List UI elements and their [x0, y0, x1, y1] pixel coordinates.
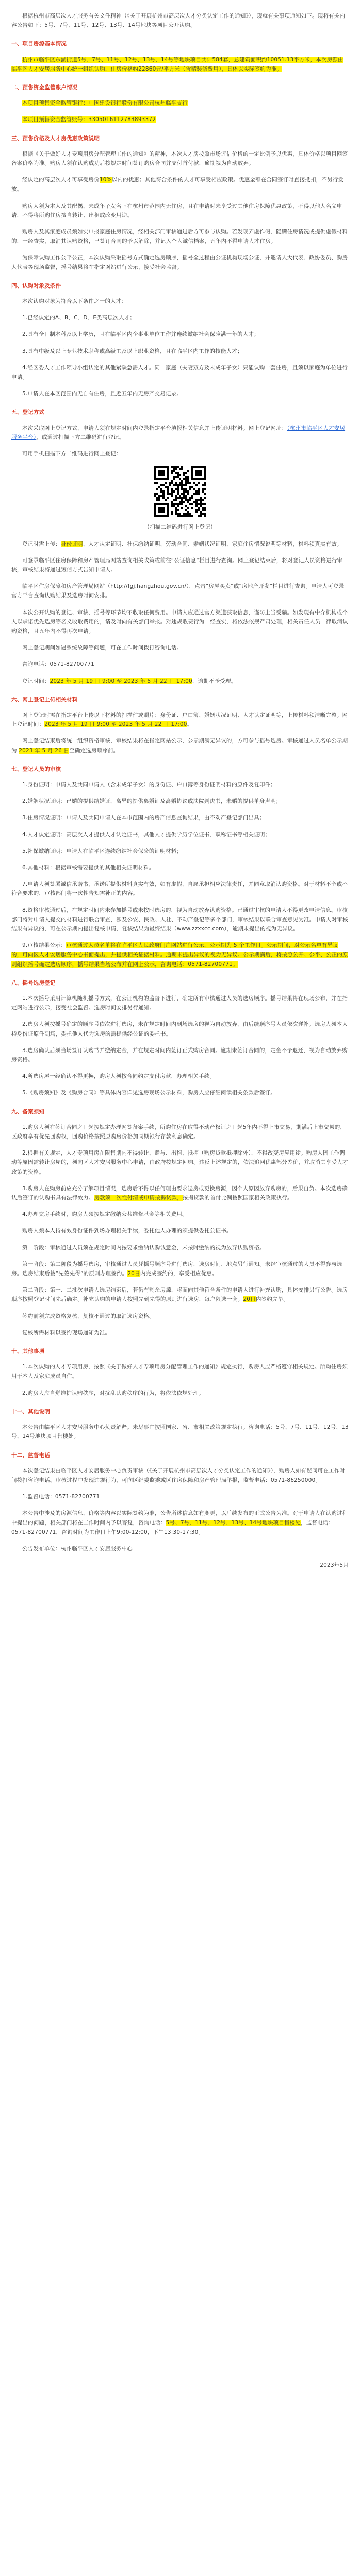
section-heading: 三、预售价格及人才房优惠政策说明	[11, 135, 100, 142]
paragraph: 购房人须为本人及其配偶、未成年子女名下在杭州市范围内无住房，且在申请时未享受过其他住房保障优惠政策，不得以他人名义申请，不得将所购住房擅自转让、出租或改变用途。	[11, 202, 342, 218]
paragraph: 4.人才认定证明：高层次人才提供人才认定证书，其他人才提供学历学位证书、职称证书等相关证明；	[22, 831, 271, 838]
paragraph: 可用手机扫描下方二维码进行网上登记：	[22, 451, 122, 457]
paragraph: 6.其他材料：根据审核需要提供的其他相关证明材料。	[22, 864, 155, 871]
paragraph: 3.购房人在购房前应充分了解项目情况，选房后不得以任何理由要求退房或更换房源，因个人原因放弃购房的，后果自负。本次选房确认后签订的认购书具有法律效力。房款须一次性付清或申请按揭贷款，按揭贷款的首付比例按照国家相关政策执行。	[11, 1185, 348, 1201]
paragraph: 2.选房人须按摇号确定的顺序号依次进行选房，未在规定时间内到场选房的视为自动放弃，由后续顺序号人员依次递补。选房人须本人持身份证原件到场，委托他人代为选房的需提供经公证的委托书。	[11, 1021, 348, 1037]
paragraph: 公告发布单位：杭州临平区人才安居服务中心	[22, 1545, 133, 1552]
paragraph: 5.社保缴纳证明：申请人在临平区连续缴纳社会保险的证明材料；	[22, 848, 183, 854]
paragraph: 网上登记结束后将统一组织资格审核，审核结果将在指定网站公示，公示期满无异议的，方可参与摇号选房。审核通过人员名单公示期为 2023 年 5 月 26 日至确定选房顺序前。	[11, 738, 348, 754]
section-heading: 十、其他事项	[11, 1348, 45, 1355]
section-heading: 八、摇号选房登记	[11, 979, 56, 986]
paragraph: 1.本次摇号采用计算机随机摇号方式，在公证机构的监督下进行，确定所有审核通过人员的选房顺序。摇号结果将在现场公布，并在指定网站进行公示，接受社会监督。选房时间安排另行通知。	[11, 995, 348, 1011]
paragraph: 咨询电话：0571-82700771	[22, 661, 95, 668]
paragraph: 2.具有全日制本科及以上学历，且在临平区内企事业单位工作并连续缴纳社会保险满一年的人才；	[22, 331, 259, 338]
paragraph: 网上登记时需在指定平台上传以下材料的扫描件或照片：身份证、户口簿、婚姻状况证明、人才认定证明等，上传材料须清晰完整。网上登记时间：2023 年 5 月 19 日 9:00 至 2023 年 5 月 22 日 17:00。	[11, 711, 348, 728]
paragraph: 8.资格审核通过后，在规定时间内未参加摇号或未按时选房的，视为自动放弃认购资格。已通过审核的申请人不得更改申请信息。审核部门将对申请人提交的材料进行联合审查，涉及公安、民政、人社、不动产登记等多个部门，审核结果以联合审查意见为准。申请人对审核结果有异议的，可在公示期内提出复核申请，复核结果为最终结果（www.zzxxcc.com），逾期未提出的视为无异议。	[11, 907, 348, 932]
paragraph: 网上登记期间如遇系统故障等问题，可在工作时间拨打咨询电话。	[22, 645, 183, 651]
paragraph: 本次采取网上登记方式，申请人须在规定时间内登录指定平台填报相关信息并上传证明材料。网上登记网址：（杭州市临平区人才安居服务平台），或通过扫描下方二维码进行登记。	[11, 425, 346, 440]
paragraph: 为保障认购工作公平公正，本次认购采取摇号方式确定选房顺序，摇号全过程由公证机构现场公证，并邀请人大代表、政协委员、购房人代表等现场监督，摇号结果将在指定网站进行公示，接受社会监督。	[11, 255, 348, 270]
paragraph: 本次登记结果由临平区人才安居服务中心负责审核（《关于开展杭州市高层次人才分类认定工作的通知》），购房人如有疑问可在工作时间拨打咨询电话。审核过程中发现违规行为，可向区纪委监委或区住房保障和房产管理局举报，监督电话：0571-86250000。	[11, 1467, 346, 1483]
paragraph: 5.申请人在本区范围内无自有住房，且近五年内无房产交易记录。	[22, 391, 183, 397]
notice-body	[11, 11, 349, 1570]
paragraph: 1.监督电话：0571-82700771	[22, 1494, 100, 1500]
registration-qr-code	[154, 466, 206, 517]
paragraph: 本项目预售资金监管账号：3305016112783893372	[22, 116, 156, 123]
paragraph: 第一阶段：审核通过人员须在规定时间内按要求缴纳认购诚意金，未按时缴纳的视为放弃认购资格。	[22, 1244, 265, 1251]
paragraph: 经认定的高层次人才可享受房价10%以内的优惠；其他符合条件的人才可享受相应政策。优惠金额在合同签订时直接抵扣，不另行发放。	[11, 177, 344, 193]
paragraph: 2.根据有关规定，人才专项用房在限售期内不得转让、赠与、出租、抵押（购房贷款抵押除外），不得改变房屋用途。购房人因工作调动等原因需转让房屋的，须向区人才安居服务中心申请，由政府按规定回购。违反上述规定的，依法追回优惠部分差价，并取消其享受人才政策的资格。	[11, 1150, 348, 1175]
section-heading: 六、网上登记上传相关材料	[11, 696, 78, 703]
paragraph: 2023年5月	[320, 1562, 349, 1569]
paragraph: 1.本次认购的人才专项用房，按照《关于做好人才专项用房分配管理工作的通知》规定执行，购房人应严格遵守相关规定。所购住房须用于本人及家庭成员自住。	[11, 1364, 348, 1380]
paragraph: 签约前须完成资格复核，复核不通过的取消选房资格。	[22, 1313, 155, 1319]
paragraph: 可登录临平区住房保障和房产管理局网站查询相关政策或前往“公证信息”栏目进行查询。网上登记结束后，将对登记人员资格进行审核，审核结果将通过短信方式告知申请人。	[11, 557, 343, 573]
paragraph: 第二阶段：第一、二批次申请人选房结束后，若仍有剩余房源，将面向其他符合条件的申请人进行补充认购，具体安排另行公告。选房顺序按照登记时间先后确定。补充认购的申请人按照先到先得的原则进行选房，每户限选一套。20日内签约完毕。	[11, 1287, 348, 1303]
paragraph: 登记时间：2023 年 5 月 19 日 9:00 至 2023 年 5 月 22 日 17:00，逾期不予受理。	[22, 677, 237, 684]
paragraph: 1.购房人须在签订合同之日起按规定办理网签备案手续，所购住房在取得不动产权证之日起5年内不得上市交易，期满后上市交易的，区政府享有优先回购权，回购价格按照原购房价格加同期银行存款利息确定。	[11, 1124, 346, 1140]
paragraph: 本项目预售资金监管银行：中国建设银行股份有限公司杭州临平支行	[22, 100, 188, 107]
paragraph: 购房人及其家庭成员须如实申报家庭住房情况，经相关部门审核通过后方可参与认购。若发现弄虚作假、隐瞒住房情况或提供虚假材料的，一经查实，取消其认购资格，已签订合同的予以解除，并记入个人诚信档案，五年内不得申请人才住房。	[11, 229, 348, 245]
paragraph: 2.购房人应自觉维护认购秩序，对扰乱认购秩序的行为，将依法依规处理。	[22, 1389, 204, 1396]
paragraph: 根据《关于做好人才专项用房分配管理工作的通知》的精神，本次人才房按照市场评估价格的一定比例予以优惠，具体价格以项目网签备案价格为准。购房人须在认购成功后按规定时间签订购房合同并支付首付款，逾期视为自动放弃。	[11, 150, 348, 167]
paragraph: 9.审核结果公示：审核通过人员名单将在临平区人民政府门户网站进行公示，公示期为 5 个工作日。公示期间，对公示名单有异议的，可向区人才安居服务中心书面提出，并提供相关证据材料。逾期未提出异议的视为无异议。公示期满后，将按照公开、公平、公正的原则组织摇号确定选房顺序，摇号结果当场公布并在网上公示，咨询电话：0571-82700771。	[11, 942, 348, 968]
paragraph: 4.经区委人才工作领导小组认定的其他紧缺急需人才。同一家庭（夫妻双方及未成年子女）只能认购一套住房，且须以家庭为单位进行申请。	[11, 364, 348, 381]
paragraph: 1.已经认定的A、B、C、D、E类高层次人才；	[22, 315, 136, 321]
section-heading: 七、登记人员的审核	[11, 766, 61, 772]
section-heading: 十二、监督电话	[11, 1452, 50, 1459]
section-heading: 四、认购对象及条件	[11, 282, 61, 289]
paragraph: 7.申请人须签署诚信承诺书，承诺所提供材料真实有效，如有虚假，自愿承担相应法律责任，并同意取消认购资格。对于材料不全或不符合要求的，审核部门将一次性告知需补正的内容。	[11, 881, 348, 897]
section-heading: 二、预售资金监管账户情况	[11, 84, 78, 91]
paragraph: 4.所选房屋一经确认不得更换，购房人须按合同约定支付房款，办理相关手续。	[22, 1073, 216, 1080]
paragraph: 第一阶段：第二阶段为摇号选房，审核通过人员凭摇号顺序号进行选房，选房时间、地点另行通知。未经审核通过的人员不得参与选房。选房结束后按“先签先得”的原则办理签约。20日内完成签约的，享受相应优惠。	[11, 1261, 342, 1277]
paragraph: 5.《购房须知》及《购房合同》等具体内容详见选房现场公示材料，购房人应仔细阅读相关条款后签订。	[22, 1090, 276, 1096]
paragraph: 根据杭州市高层次人才服务有关文件精神（《关于开展杭州市高层次人才分类认定工作的通知》），现就有关事项通知如下。现将有关内容公告如下：5号、7号、11号、12号、13号、14号地块等项目公开认购。	[11, 13, 346, 29]
paragraph: 本次公开认购的登记、审核、摇号等环节均不收取任何费用。申请人应通过官方渠道获取信息，谨防上当受骗。如发现有中介机构或个人以承诺优先选房等名义收取费用的，请及时向有关部门举报。对违规收费行为一经查实，将依法依规严肃处理，相关责任人员一律取消认购资格，且五年内不得再次申请。	[11, 609, 348, 634]
section-heading: 五、登记方式	[11, 409, 45, 416]
paragraph: 登记时需上传：身份证明、人才认定证明、社保缴纳证明、劳动合同、婚姻状况证明、家庭住房情况说明等材料，材料须真实有效。	[22, 540, 342, 547]
paragraph: 临平区住房保障和房产管理局网站（http://fgj.hangzhou.gov.cn/），点击“房屋买卖”或“房地产开发”栏目进行查询。申请人可登录官方平台查询认购结果及选房时间安排。	[11, 583, 345, 599]
paragraph: 复核所需材料以签约现场通知为准。	[22, 1329, 111, 1336]
paragraph: 1.身份证明：申请人及共同申请人（含未成年子女）的身份证、户口簿等身份证明材料的原件及复印件；	[22, 781, 276, 788]
paragraph: 3.住房情况证明：申请人及共同申请人在本市范围内的房产信息查询结果，由不动产登记部门出具；	[22, 815, 265, 821]
section-heading: 一、项目房源基本情况	[11, 41, 67, 47]
section-heading: 十一、其他说明	[11, 1408, 50, 1415]
paragraph: 2.婚姻状况证明：已婚的提供结婚证，离异的提供离婚证及离婚协议或法院判决书，未婚的提供单身声明；	[22, 798, 282, 805]
registration-link[interactable]: （杭州市临平区人才安居服务平台）	[11, 425, 346, 440]
paragraph: 3.具有中级及以上专业技术职称或高级工及以上职业资格，且在临平区内工作的技能人才；	[22, 348, 243, 354]
paragraph: 3.选房确认后须当场签订认购书并缴纳定金，并在规定时间内签订正式购房合同。逾期未签订合同的，定金不予退还，视为自动放弃购房资格。	[11, 1047, 348, 1063]
paragraph: （扫描二维码进行网上登记）	[144, 524, 216, 531]
paragraph: 本次认购对象为符合以下条件之一的人才：	[22, 298, 127, 305]
section-heading: 九、备案须知	[11, 1108, 45, 1115]
paragraph: 购房人须本人持有效身份证件到场办理相关手续，委托他人办理的须提供委托公证书。	[22, 1228, 232, 1234]
paragraph: 4.办理交房手续时，购房人须按规定缴纳公共维修基金等相关费用。	[22, 1211, 188, 1218]
paragraph: 本公告由临平区人才安居服务中心负责解释。未尽事宜按照国家、省、市相关政策规定执行。咨询电话：5号、7号、11号、12号、13号、14号地块项目售楼处。	[11, 1424, 349, 1440]
paragraph: 本公告中涉及的房源信息、价格等内容以实际签约为准，公告所述信息如有变更，以后续发布的正式公告为准。对于申请人在认购过程中提出的问题，相关部门将在工作时间内予以答复，咨询电话：5号、7号、11号、12号、13号、14号地块项目售楼处，监督电话：0571-82700771，咨询时间为工作日上午9:00-12:00，下午13:30-17:30。	[11, 1510, 348, 1535]
paragraph: 杭州市临平区东湖街道5号、7号、11号、12号、13号、14号等地块项目共计584套，总建筑面积约10051.13平方米，本次房源由临平区人才安居服务中心统一组织认购，住房价格约22860元/平方米（含精装修费用），具体以实际签约为准。	[11, 56, 343, 72]
